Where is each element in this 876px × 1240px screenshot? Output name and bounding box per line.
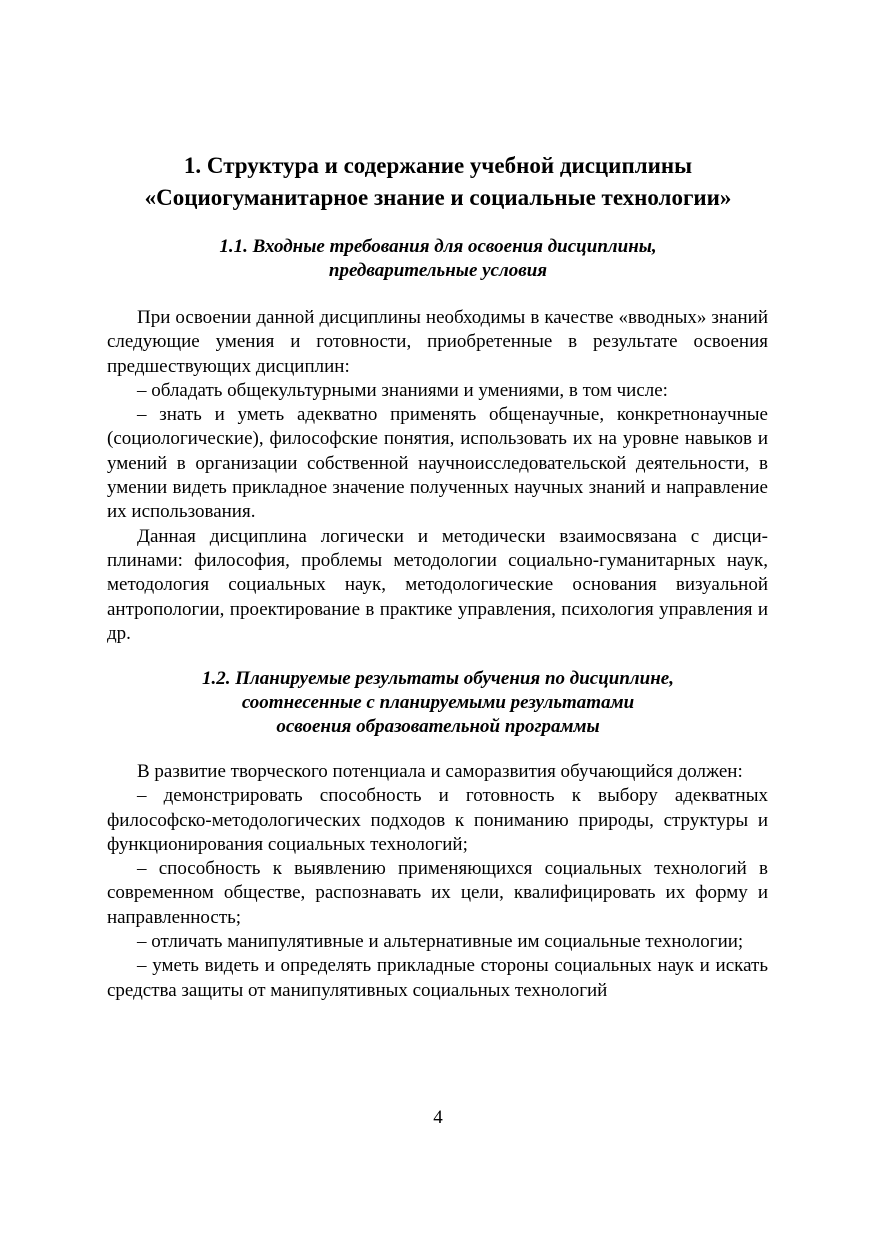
page-number: 4 [433,1107,443,1128]
section-1-paragraph: – знать и уметь адекватно применять общенаучные, конкретнонаучные (социологические), философские понятия, использовать их на уровне навыков и умений в организации собственной научноисследовательской деятельности, в умении видеть прикладное значение полученных научных знаний и направление их использования. [107,404,768,523]
section-2-paragraph: – уметь видеть и определять прикладные стороны социальных наук и искать средства защиты от манипулятивных социальных технологий [107,955,768,1001]
section-1-title-line-2: предварительные условия [328,260,548,281]
section-2-paragraph: – отличать манипулятивные и альтернативные им социальные технологии; [137,931,744,953]
chapter-title-line-2: «Социогуманитарное знание и социальные технологии» [144,185,732,210]
chapter-title-line-1: 1. Структура и содержание учебной дисциплины [183,153,693,178]
section-2-paragraph: – демонстрировать способность и готовность к выбору адекватных философско-методологических подходов к пониманию природы, структуры и функционирования социальных технологий; [107,785,768,855]
section-2-paragraph: В развитие творческого потенциала и саморазвития обучающийся должен: [137,761,743,782]
section-2-title [120,667,756,739]
section-1-title [120,235,756,283]
section-2-body [107,760,768,1003]
section-2-title-line-2: соотнесенные с планируемыми результатами [241,692,635,713]
section-2-paragraph: – способность к выявлению применяющихся социальных технологий в современном обществе, распознавать их цели, квалифицировать их форму и направленность; [107,858,768,928]
section-1-paragraph: Данная дисциплина логически и методически взаимосвязана с дисциплинами: философия, проблемы методологии социально-гуманитарных наук, методология социальных наук, методологические основания визуальной антропологии, проектирование в практике управления, психология управления и др. [107,525,768,644]
section-2-title-line-1: 1.2. Планируемые результаты обучения по дисциплине, [202,668,674,689]
section-1-paragraph: – обладать общекультурными знаниями и умениями, в том числе: [137,379,668,401]
section-2-title-line-3: освоения образовательной программы [276,716,600,737]
section-1-paragraph: При освоении данной дисциплины необходимы в качестве «вводных» знаний следующие умения и готовности, приобретенные в результате освоения предшествующих дисциплин: [107,307,768,377]
chapter-title [100,150,776,214]
section-1-title-line-1: 1.1. Входные требования для освоения дисциплины, [219,236,657,257]
section-1-body [107,306,768,646]
